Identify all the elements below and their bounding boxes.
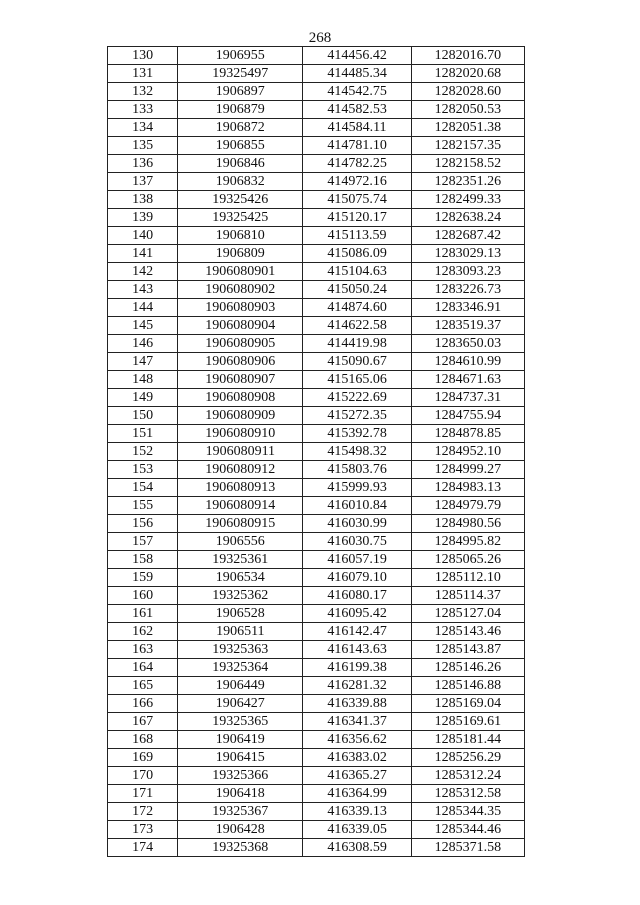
y-coordinate-cell: 1284999.27 — [411, 461, 524, 479]
table-row — [108, 821, 525, 839]
point-number-cell: 169 — [108, 749, 178, 767]
point-number-cell: 131 — [108, 65, 178, 83]
x-coordinate-cell: 415104.63 — [303, 263, 411, 281]
point-number-cell: 159 — [108, 569, 178, 587]
table-row — [108, 605, 525, 623]
x-coordinate-cell: 414582.53 — [303, 101, 411, 119]
x-coordinate-cell: 415392.78 — [303, 425, 411, 443]
y-coordinate-cell: 1285143.46 — [411, 623, 524, 641]
point-id-cell: 1906418 — [178, 785, 303, 803]
point-number-cell: 170 — [108, 767, 178, 785]
x-coordinate-cell: 416281.32 — [303, 677, 411, 695]
y-coordinate-cell: 1283093.23 — [411, 263, 524, 281]
x-coordinate-cell: 415120.17 — [303, 209, 411, 227]
y-coordinate-cell: 1282050.53 — [411, 101, 524, 119]
x-coordinate-cell: 416339.88 — [303, 695, 411, 713]
table-row — [108, 191, 525, 209]
point-number-cell: 167 — [108, 713, 178, 731]
y-coordinate-cell: 1282016.70 — [411, 47, 524, 65]
y-coordinate-cell: 1285344.46 — [411, 821, 524, 839]
point-id-cell: 1906855 — [178, 137, 303, 155]
point-id-cell: 19325497 — [178, 65, 303, 83]
point-id-cell: 19325363 — [178, 641, 303, 659]
x-coordinate-cell: 414781.10 — [303, 137, 411, 155]
x-coordinate-cell: 416142.47 — [303, 623, 411, 641]
x-coordinate-cell: 416095.42 — [303, 605, 411, 623]
x-coordinate-cell: 415498.32 — [303, 443, 411, 461]
x-coordinate-cell: 414485.34 — [303, 65, 411, 83]
x-coordinate-cell: 414874.60 — [303, 299, 411, 317]
table-row — [108, 245, 525, 263]
point-number-cell: 173 — [108, 821, 178, 839]
table-row — [108, 569, 525, 587]
table-row — [108, 65, 525, 83]
y-coordinate-cell: 1282351.26 — [411, 173, 524, 191]
y-coordinate-cell: 1284755.94 — [411, 407, 524, 425]
point-number-cell: 171 — [108, 785, 178, 803]
point-number-cell: 172 — [108, 803, 178, 821]
table-row — [108, 155, 525, 173]
table-row — [108, 479, 525, 497]
table-row — [108, 263, 525, 281]
point-number-cell: 164 — [108, 659, 178, 677]
table-row — [108, 497, 525, 515]
point-number-cell: 134 — [108, 119, 178, 137]
point-number-cell: 150 — [108, 407, 178, 425]
point-id-cell: 1906427 — [178, 695, 303, 713]
table-row — [108, 317, 525, 335]
coordinate-table — [107, 46, 525, 857]
x-coordinate-cell: 415090.67 — [303, 353, 411, 371]
y-coordinate-cell: 1285371.58 — [411, 839, 524, 857]
point-number-cell: 132 — [108, 83, 178, 101]
table-row — [108, 713, 525, 731]
table-row — [108, 659, 525, 677]
point-number-cell: 135 — [108, 137, 178, 155]
table-row — [108, 119, 525, 137]
y-coordinate-cell: 1284737.31 — [411, 389, 524, 407]
point-id-cell: 1906080908 — [178, 389, 303, 407]
point-number-cell: 151 — [108, 425, 178, 443]
point-id-cell: 1906528 — [178, 605, 303, 623]
x-coordinate-cell: 416356.62 — [303, 731, 411, 749]
point-number-cell: 142 — [108, 263, 178, 281]
table-row — [108, 47, 525, 65]
x-coordinate-cell: 416339.13 — [303, 803, 411, 821]
point-number-cell: 168 — [108, 731, 178, 749]
point-id-cell: 1906832 — [178, 173, 303, 191]
point-id-cell: 1906810 — [178, 227, 303, 245]
point-id-cell: 1906846 — [178, 155, 303, 173]
y-coordinate-cell: 1283226.73 — [411, 281, 524, 299]
y-coordinate-cell: 1284878.85 — [411, 425, 524, 443]
y-coordinate-cell: 1285112.10 — [411, 569, 524, 587]
point-id-cell: 1906080911 — [178, 443, 303, 461]
y-coordinate-cell: 1282028.60 — [411, 83, 524, 101]
point-id-cell: 1906897 — [178, 83, 303, 101]
point-id-cell: 1906879 — [178, 101, 303, 119]
point-number-cell: 139 — [108, 209, 178, 227]
point-number-cell: 149 — [108, 389, 178, 407]
point-id-cell: 1906415 — [178, 749, 303, 767]
point-number-cell: 136 — [108, 155, 178, 173]
table-row — [108, 677, 525, 695]
point-id-cell: 1906080907 — [178, 371, 303, 389]
table-row — [108, 209, 525, 227]
table-row — [108, 371, 525, 389]
x-coordinate-cell: 416339.05 — [303, 821, 411, 839]
x-coordinate-cell: 415050.24 — [303, 281, 411, 299]
point-number-cell: 152 — [108, 443, 178, 461]
x-coordinate-cell: 416080.17 — [303, 587, 411, 605]
point-number-cell: 147 — [108, 353, 178, 371]
x-coordinate-cell: 416308.59 — [303, 839, 411, 857]
point-id-cell: 19325361 — [178, 551, 303, 569]
point-number-cell: 146 — [108, 335, 178, 353]
y-coordinate-cell: 1282158.52 — [411, 155, 524, 173]
point-id-cell: 1906080910 — [178, 425, 303, 443]
y-coordinate-cell: 1282157.35 — [411, 137, 524, 155]
table-row — [108, 407, 525, 425]
table-row — [108, 515, 525, 533]
table-row — [108, 803, 525, 821]
y-coordinate-cell: 1285169.04 — [411, 695, 524, 713]
y-coordinate-cell: 1285169.61 — [411, 713, 524, 731]
table-row — [108, 839, 525, 857]
point-number-cell: 154 — [108, 479, 178, 497]
x-coordinate-cell: 416030.75 — [303, 533, 411, 551]
table-row — [108, 623, 525, 641]
x-coordinate-cell: 415165.06 — [303, 371, 411, 389]
x-coordinate-cell: 416030.99 — [303, 515, 411, 533]
x-coordinate-cell: 415803.76 — [303, 461, 411, 479]
point-number-cell: 174 — [108, 839, 178, 857]
point-number-cell: 163 — [108, 641, 178, 659]
point-number-cell: 160 — [108, 587, 178, 605]
x-coordinate-cell: 414456.42 — [303, 47, 411, 65]
point-id-cell: 1906419 — [178, 731, 303, 749]
point-id-cell: 1906080909 — [178, 407, 303, 425]
y-coordinate-cell: 1284983.13 — [411, 479, 524, 497]
table-row — [108, 281, 525, 299]
table-row — [108, 335, 525, 353]
table-row — [108, 83, 525, 101]
x-coordinate-cell: 416364.99 — [303, 785, 411, 803]
point-id-cell: 1906080902 — [178, 281, 303, 299]
point-number-cell: 140 — [108, 227, 178, 245]
point-number-cell: 137 — [108, 173, 178, 191]
y-coordinate-cell: 1283519.37 — [411, 317, 524, 335]
table-row — [108, 461, 525, 479]
x-coordinate-cell: 415999.93 — [303, 479, 411, 497]
point-number-cell: 130 — [108, 47, 178, 65]
point-id-cell: 1906428 — [178, 821, 303, 839]
point-number-cell: 148 — [108, 371, 178, 389]
point-id-cell: 1906080903 — [178, 299, 303, 317]
point-id-cell: 1906080915 — [178, 515, 303, 533]
point-id-cell: 19325426 — [178, 191, 303, 209]
y-coordinate-cell: 1285256.29 — [411, 749, 524, 767]
point-id-cell: 1906080912 — [178, 461, 303, 479]
table-row — [108, 425, 525, 443]
point-number-cell: 133 — [108, 101, 178, 119]
table-row — [108, 389, 525, 407]
point-number-cell: 156 — [108, 515, 178, 533]
point-number-cell: 145 — [108, 317, 178, 335]
point-id-cell: 1906809 — [178, 245, 303, 263]
x-coordinate-cell: 416079.10 — [303, 569, 411, 587]
x-coordinate-cell: 414972.16 — [303, 173, 411, 191]
point-number-cell: 161 — [108, 605, 178, 623]
x-coordinate-cell: 415113.59 — [303, 227, 411, 245]
point-id-cell: 1906556 — [178, 533, 303, 551]
point-id-cell: 1906534 — [178, 569, 303, 587]
point-id-cell: 1906872 — [178, 119, 303, 137]
x-coordinate-cell: 416143.63 — [303, 641, 411, 659]
point-number-cell: 141 — [108, 245, 178, 263]
point-id-cell: 19325365 — [178, 713, 303, 731]
table-row — [108, 173, 525, 191]
point-number-cell: 157 — [108, 533, 178, 551]
x-coordinate-cell: 416057.19 — [303, 551, 411, 569]
y-coordinate-cell: 1285146.26 — [411, 659, 524, 677]
y-coordinate-cell: 1285143.87 — [411, 641, 524, 659]
point-id-cell: 1906080913 — [178, 479, 303, 497]
point-id-cell: 1906511 — [178, 623, 303, 641]
point-number-cell: 143 — [108, 281, 178, 299]
y-coordinate-cell: 1284671.63 — [411, 371, 524, 389]
point-number-cell: 166 — [108, 695, 178, 713]
point-number-cell: 155 — [108, 497, 178, 515]
point-id-cell: 1906955 — [178, 47, 303, 65]
x-coordinate-cell: 416341.37 — [303, 713, 411, 731]
table-row — [108, 695, 525, 713]
y-coordinate-cell: 1285181.44 — [411, 731, 524, 749]
y-coordinate-cell: 1284952.10 — [411, 443, 524, 461]
point-id-cell: 19325425 — [178, 209, 303, 227]
table-row — [108, 749, 525, 767]
point-id-cell: 1906449 — [178, 677, 303, 695]
point-id-cell: 1906080901 — [178, 263, 303, 281]
y-coordinate-cell: 1284610.99 — [411, 353, 524, 371]
point-id-cell: 1906080905 — [178, 335, 303, 353]
y-coordinate-cell: 1284980.56 — [411, 515, 524, 533]
table-row — [108, 641, 525, 659]
y-coordinate-cell: 1282051.38 — [411, 119, 524, 137]
point-number-cell: 144 — [108, 299, 178, 317]
table-row — [108, 227, 525, 245]
x-coordinate-cell: 414584.11 — [303, 119, 411, 137]
y-coordinate-cell: 1285065.26 — [411, 551, 524, 569]
y-coordinate-cell: 1282638.24 — [411, 209, 524, 227]
table-row — [108, 587, 525, 605]
x-coordinate-cell: 416365.27 — [303, 767, 411, 785]
page-number: 268 — [308, 30, 332, 46]
table-row — [108, 731, 525, 749]
table-row — [108, 443, 525, 461]
table-row — [108, 101, 525, 119]
point-number-cell: 153 — [108, 461, 178, 479]
coordinate-table-body — [108, 47, 525, 857]
table-row — [108, 137, 525, 155]
x-coordinate-cell: 414542.75 — [303, 83, 411, 101]
y-coordinate-cell: 1284995.82 — [411, 533, 524, 551]
table-row — [108, 785, 525, 803]
point-id-cell: 1906080914 — [178, 497, 303, 515]
x-coordinate-cell: 416010.84 — [303, 497, 411, 515]
y-coordinate-cell: 1283029.13 — [411, 245, 524, 263]
point-id-cell: 19325368 — [178, 839, 303, 857]
x-coordinate-cell: 415086.09 — [303, 245, 411, 263]
y-coordinate-cell: 1285312.24 — [411, 767, 524, 785]
x-coordinate-cell: 414419.98 — [303, 335, 411, 353]
y-coordinate-cell: 1282020.68 — [411, 65, 524, 83]
point-number-cell: 162 — [108, 623, 178, 641]
y-coordinate-cell: 1283650.03 — [411, 335, 524, 353]
y-coordinate-cell: 1285312.58 — [411, 785, 524, 803]
x-coordinate-cell: 415222.69 — [303, 389, 411, 407]
y-coordinate-cell: 1285127.04 — [411, 605, 524, 623]
point-id-cell: 1906080906 — [178, 353, 303, 371]
point-number-cell: 158 — [108, 551, 178, 569]
table-row — [108, 533, 525, 551]
x-coordinate-cell: 414782.25 — [303, 155, 411, 173]
x-coordinate-cell: 416199.38 — [303, 659, 411, 677]
table-row — [108, 767, 525, 785]
y-coordinate-cell: 1283346.91 — [411, 299, 524, 317]
table-row — [108, 299, 525, 317]
y-coordinate-cell: 1285114.37 — [411, 587, 524, 605]
point-id-cell: 19325366 — [178, 767, 303, 785]
point-id-cell: 19325362 — [178, 587, 303, 605]
y-coordinate-cell: 1284979.79 — [411, 497, 524, 515]
point-id-cell: 19325367 — [178, 803, 303, 821]
table-row — [108, 551, 525, 569]
y-coordinate-cell: 1282499.33 — [411, 191, 524, 209]
y-coordinate-cell: 1282687.42 — [411, 227, 524, 245]
x-coordinate-cell: 415075.74 — [303, 191, 411, 209]
y-coordinate-cell: 1285146.88 — [411, 677, 524, 695]
table-row — [108, 353, 525, 371]
x-coordinate-cell: 414622.58 — [303, 317, 411, 335]
x-coordinate-cell: 415272.35 — [303, 407, 411, 425]
y-coordinate-cell: 1285344.35 — [411, 803, 524, 821]
x-coordinate-cell: 416383.02 — [303, 749, 411, 767]
point-id-cell: 19325364 — [178, 659, 303, 677]
point-number-cell: 165 — [108, 677, 178, 695]
point-number-cell: 138 — [108, 191, 178, 209]
point-id-cell: 1906080904 — [178, 317, 303, 335]
